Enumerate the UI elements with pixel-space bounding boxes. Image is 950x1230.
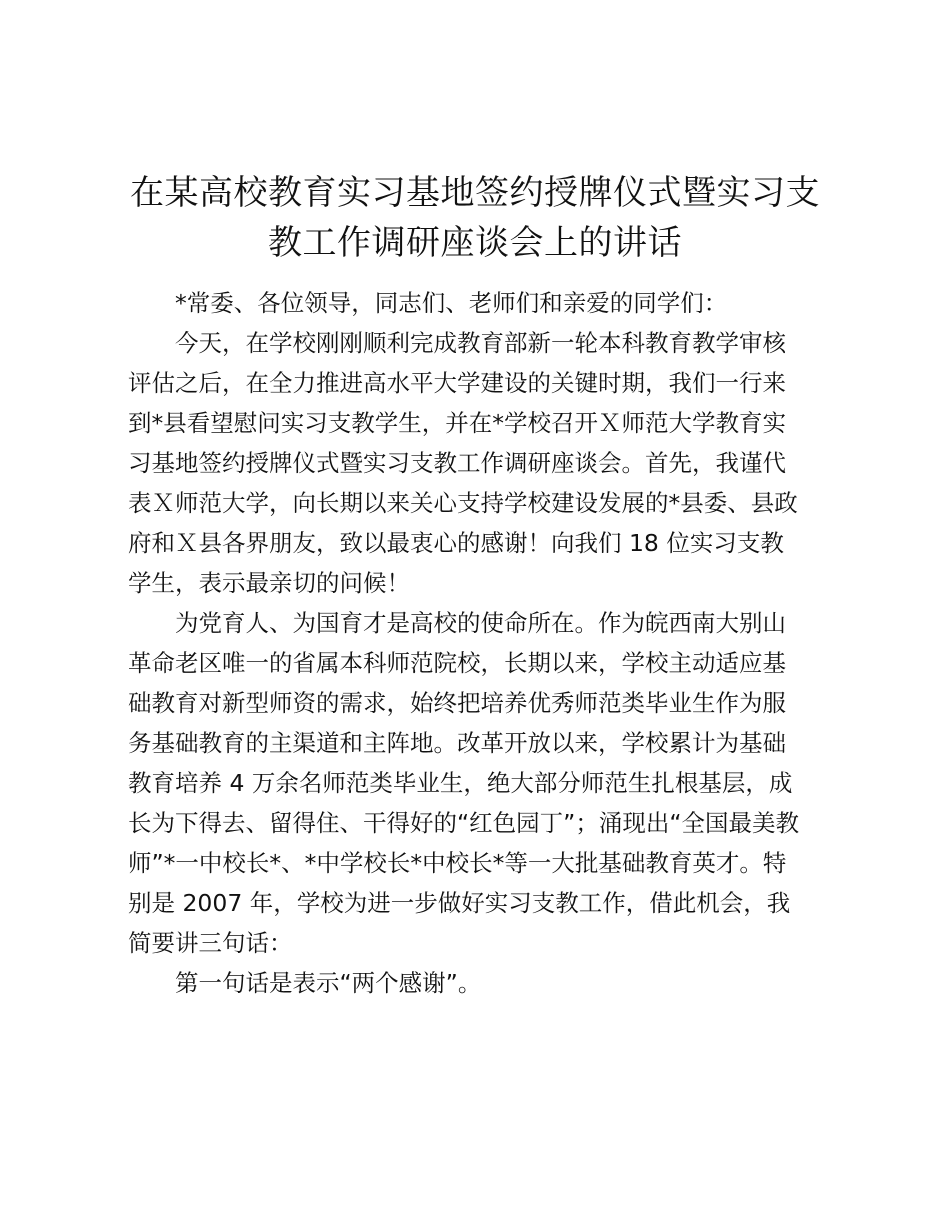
title-line: 在某高校教育实习基地签约授牌仪式暨实习支 — [130, 173, 820, 213]
paragraph-line: 今天，在学校刚刚顺利完成教育部新一轮本科教育教学审核 — [175, 329, 786, 357]
title-line: 教工作调研座谈会上的讲话 — [268, 223, 682, 263]
paragraph-line: *常委、各位领导，同志们、老师们和亲爱的同学们： — [175, 289, 728, 317]
paragraph-line: 到*县看望慰问实习支教学生，并在*学校召开Ｘ师范大学教育实 — [128, 409, 786, 437]
paragraph-line: 师”*一中校长*、*中学校长*中校长*等一大批基础教育英才。特 — [128, 849, 787, 877]
paragraph-line: 第一句话是表示“两个感谢”。 — [175, 969, 482, 997]
mission-paragraph — [128, 603, 833, 963]
salutation-paragraph — [128, 283, 833, 323]
paragraph-line: 教育培养 4 万余名师范类毕业生，绝大部分师范生扎根基层，成 — [128, 769, 793, 797]
paragraph-line: 评估之后，在全力推进高水平大学建设的关键时期，我们一行来 — [128, 369, 786, 397]
paragraph-line: 础教育对新型师资的需求，始终把培养优秀师范类毕业生作为服 — [128, 689, 786, 717]
paragraph-line: 为党育人、为国育才是高校的使命所在。作为皖西南大别山 — [175, 609, 786, 637]
paragraph-line: 简要讲三句话： — [128, 929, 293, 957]
paragraph-line: 表Ｘ师范大学，向长期以来关心支持学校建设发展的*县委、县政 — [128, 489, 798, 517]
paragraph-line: 府和Ｘ县各界朋友，致以最衷心的感谢！向我们 18 位实习支教 — [128, 529, 784, 557]
paragraph-line: 长为下得去、留得住、干得好的“红色园丁”；涌现出“全国最美教 — [128, 809, 800, 837]
paragraph-line: 革命老区唯一的省属本科师范院校，长期以来，学校主动适应基 — [128, 649, 786, 677]
first-point-paragraph — [128, 963, 833, 1003]
document-title — [120, 168, 830, 268]
paragraph-line: 习基地签约授牌仪式暨实习支教工作调研座谈会。首先，我谨代 — [128, 449, 786, 477]
opening-paragraph — [128, 323, 833, 603]
paragraph-line: 学生，表示最亲切的问候！ — [128, 569, 410, 597]
paragraph-line: 务基础教育的主渠道和主阵地。改革开放以来，学校累计为基础 — [128, 729, 786, 757]
document-body — [128, 283, 833, 1003]
paragraph-line: 别是 2007 年，学校为进一步做好实习支教工作，借此机会，我 — [128, 889, 791, 917]
